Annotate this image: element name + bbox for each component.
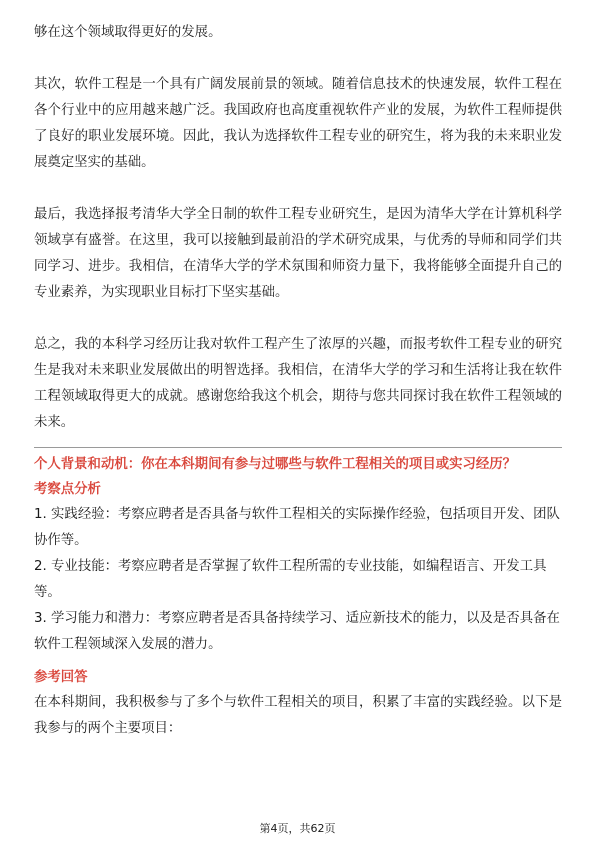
- analysis-heading: 考察点分析: [34, 482, 101, 497]
- paragraph-finally: 最后，我选择报考清华大学全日制的软件工程专业研究生，是因为清华大学在计算机科学领域享有盛誉。在这里，我可以接触到最前沿的学术研究成果，与优秀的导师和同学们共同学习、进步。我相信，在清华大学的学术氛围和师资力量下，我将能够全面提升自己的专业素养，为实现职业目标打下坚实基础。: [34, 207, 562, 300]
- analysis-item-2: 2. 专业技能：考察应聘者是否掌握了软件工程所需的专业技能，如编程语言、开发工具等。: [34, 559, 547, 600]
- paragraph-secondly: 其次，软件工程是一个具有广阔发展前景的领域。随着信息技术的快速发展，软件工程在各个行业中的应用越来越广泛。我国政府也高度重视软件产业的发展，为软件工程师提供了良好的职业发展环境。因此，我认为选择软件工程专业的研究生，将为我的未来职业发展奠定坚实的基础。: [34, 77, 562, 170]
- paragraph-conclusion: 总之，我的本科学习经历让我对软件工程产生了浓厚的兴趣，而报考软件工程专业的研究生是我对未来职业发展做出的明智选择。我相信，在清华大学的学习和生活将让我在软件工程领域取得更大的成就。感谢您给我这个机会，期待与您共同探讨我在软件工程领域的未来。: [34, 337, 562, 430]
- answer-text: 在本科期间，我积极参与了多个与软件工程相关的项目，积累了丰富的实践经验。以下是我参与的两个主要项目：: [34, 695, 562, 736]
- interview-question: 个人背景和动机：你在本科期间有参与过哪些与软件工程相关的项目或实习经历？: [34, 457, 517, 472]
- answer-heading: 参考回答: [34, 670, 88, 685]
- analysis-item-1: 1. 实践经验：考察应聘者是否具备与软件工程相关的实际操作经验，包括项目开发、团队协作等。: [34, 507, 560, 548]
- page-footer: 第4页，共62页: [259, 822, 336, 835]
- document-page: [34, 20, 562, 742]
- paragraph-continuation: 够在这个领域取得更好的发展。: [34, 25, 222, 40]
- section-divider: [34, 447, 562, 448]
- analysis-item-3: 3. 学习能力和潜力：考察应聘者是否具备持续学习、适应新技术的能力，以及是否具备在软件工程领域深入发展的潜力。: [34, 611, 560, 652]
